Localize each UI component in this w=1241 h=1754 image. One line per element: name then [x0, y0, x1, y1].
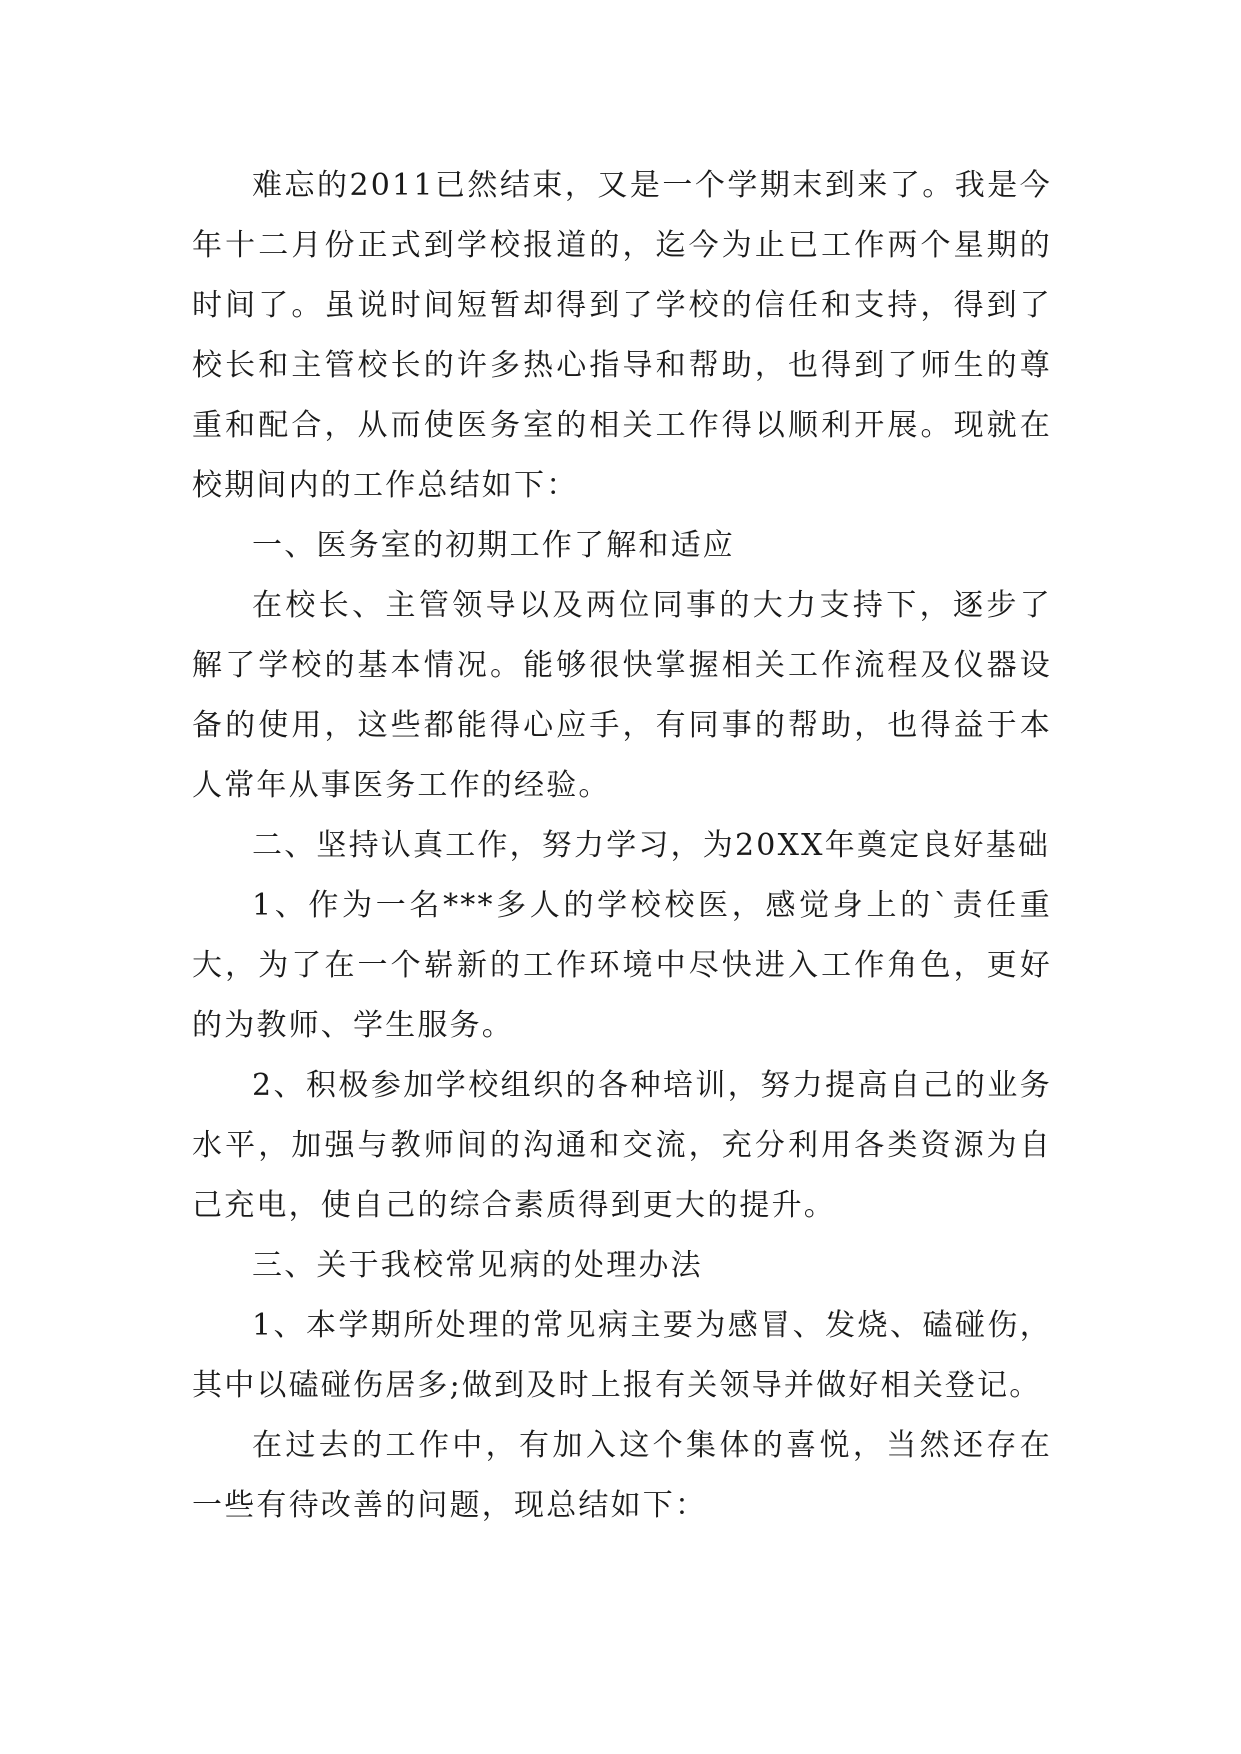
- heading-section-3: 三、关于我校常见病的处理办法: [252, 1248, 703, 1283]
- paragraph-item-3-1: 1、本学期所处理的常见病主要为感冒、发烧、磕碰伤，其中以磕碰伤居多;做到及时上报有关领导并做好相关登记。: [192, 1308, 1052, 1403]
- document-body: [192, 156, 1052, 1536]
- paragraph-item-2-1: 1、作为一名***多人的学校校医，感觉身上的`责任重大，为了在一个崭新的工作环境中尽快进入工作角色，更好的为教师、学生服务。: [192, 888, 1052, 1043]
- heading-section-2: 二、坚持认真工作，努力学习，为20XX年奠定良好基础: [252, 828, 1051, 863]
- paragraph-intro: 难忘的2011已然结束，又是一个学期末到来了。我是今年十二月份正式到学校报道的，迄今为止已工作两个星期的时间了。虽说时间短暂却得到了学校的信任和支持，得到了校长和主管校长的许多热心指导和帮助，也得到了师生的尊重和配合，从而使医务室的相关工作得以顺利开展。现就在校期间内的工作总结如下：: [192, 168, 1052, 503]
- paragraph-section-1: 在校长、主管领导以及两位同事的大力支持下，逐步了解了学校的基本情况。能够很快掌握相关工作流程及仪器设备的使用，这些都能得心应手，有同事的帮助，也得益于本人常年从事医务工作的经验。: [192, 588, 1052, 803]
- paragraph-conclusion: 在过去的工作中，有加入这个集体的喜悦，当然还存在一些有待改善的问题，现总结如下：: [192, 1428, 1052, 1523]
- paragraph-item-2-2: 2、积极参加学校组织的各种培训，努力提高自己的业务水平，加强与教师间的沟通和交流，充分利用各类资源为自己充电，使自己的综合素质得到更大的提升。: [192, 1068, 1052, 1223]
- heading-section-1: 一、医务室的初期工作了解和适应: [252, 528, 735, 563]
